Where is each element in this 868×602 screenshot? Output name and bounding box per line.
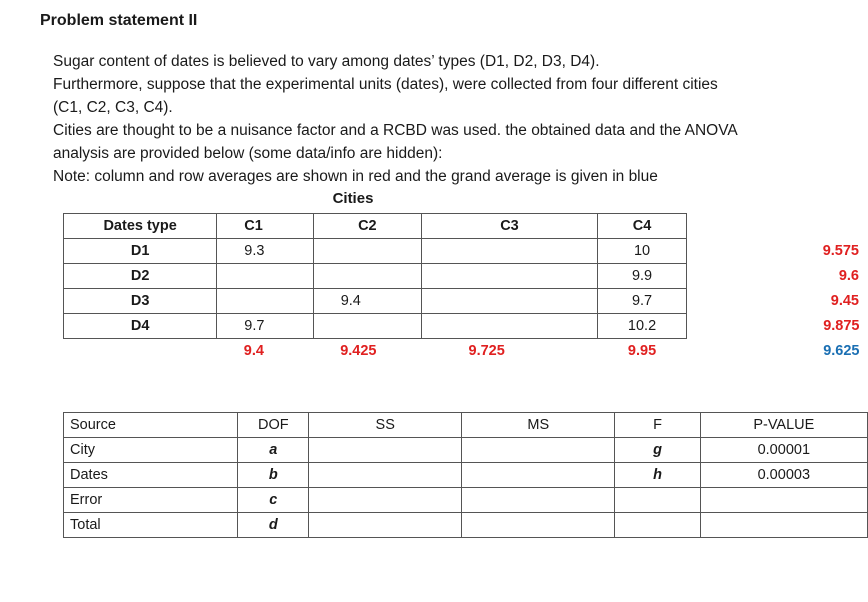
dof-value: a	[238, 438, 309, 463]
row-average: 9.6	[838, 268, 859, 284]
table-cell: 9.4	[313, 289, 421, 314]
table-row	[64, 289, 868, 314]
p-value: 0.00001	[700, 438, 867, 463]
f-value	[615, 488, 700, 513]
column-average: 9.425	[340, 343, 377, 359]
description-line: Cities are thought to be a nuisance factor and a RCBD was used. the obtained data and the ANOVA	[53, 122, 738, 139]
table-cell	[422, 314, 598, 339]
source-header: Source	[64, 413, 238, 438]
anova-row	[64, 513, 868, 538]
anova-table	[63, 412, 868, 538]
table-cell: 10.2	[597, 314, 686, 339]
cities-group-header: Cities	[332, 190, 374, 207]
row-label: D4	[64, 314, 217, 339]
table-row	[64, 314, 868, 339]
source-label: City	[64, 438, 238, 463]
column-averages-row	[64, 339, 868, 364]
table-cell: 9.7	[597, 289, 686, 314]
row-label: D1	[64, 239, 217, 264]
table-cell	[422, 289, 598, 314]
table-cell	[313, 239, 421, 264]
table-cell	[313, 264, 421, 289]
note-line: Note: column and row averages are shown in red and the grand average is given in blue	[53, 168, 658, 185]
f-value: h	[615, 463, 700, 488]
dof-value: d	[238, 513, 309, 538]
dof-header: DOF	[238, 413, 309, 438]
p-value	[700, 513, 867, 538]
problem-description	[53, 50, 853, 188]
p-value-header: P-VALUE	[700, 413, 867, 438]
table-cell	[422, 239, 598, 264]
source-label: Error	[64, 488, 238, 513]
table-cell	[217, 289, 313, 314]
p-value: 0.00003	[700, 463, 867, 488]
anova-header-row	[64, 413, 868, 438]
column-header-c3: C3	[422, 214, 598, 239]
ss-header: SS	[309, 413, 462, 438]
f-value	[615, 513, 700, 538]
p-value	[700, 488, 867, 513]
sugar-content-table	[63, 213, 868, 363]
table-cell	[217, 264, 313, 289]
ss-value	[309, 513, 462, 538]
row-label: D3	[64, 289, 217, 314]
f-value: g	[615, 438, 700, 463]
row-average: 9.45	[830, 293, 859, 309]
ss-value	[309, 488, 462, 513]
row-label: D2	[64, 264, 217, 289]
column-header-c2: C2	[313, 214, 421, 239]
source-label: Total	[64, 513, 238, 538]
anova-row	[64, 463, 868, 488]
description-line: Furthermore, suppose that the experimental units (dates), were collected from four different cities	[53, 76, 718, 93]
table-cell: 9.7	[217, 314, 313, 339]
problem-title: Problem statement II	[40, 12, 198, 29]
column-average: 9.4	[243, 343, 264, 359]
ss-value	[309, 438, 462, 463]
dof-value: b	[238, 463, 309, 488]
ss-value	[309, 463, 462, 488]
description-line: (C1, C2, C3, C4).	[53, 99, 173, 116]
row-average: 9.875	[823, 318, 860, 334]
description-line: analysis are provided below (some data/info are hidden):	[53, 145, 443, 162]
description-line: Sugar content of dates is believed to vary among dates’ types (D1, D2, D3, D4).	[53, 53, 600, 70]
ms-value	[462, 513, 615, 538]
table-cell	[422, 264, 598, 289]
table-cell: 9.3	[217, 239, 313, 264]
table-cell	[313, 314, 421, 339]
dof-value: c	[238, 488, 309, 513]
row-average: 9.575	[822, 243, 859, 259]
table-row	[64, 239, 868, 264]
anova-row	[64, 438, 868, 463]
column-header-c1: C1	[217, 214, 313, 239]
ms-header: MS	[462, 413, 615, 438]
grand-average: 9.625	[823, 342, 860, 359]
ms-value	[462, 438, 615, 463]
table-row	[64, 264, 868, 289]
anova-row	[64, 488, 868, 513]
dates-type-header: Dates type	[64, 214, 217, 239]
column-header-c4: C4	[597, 214, 686, 239]
ms-value	[462, 463, 615, 488]
ms-value	[462, 488, 615, 513]
table-cell: 9.9	[597, 264, 686, 289]
f-header: F	[615, 413, 700, 438]
source-label: Dates	[64, 463, 238, 488]
table-cell: 10	[597, 239, 686, 264]
column-average: 9.725	[468, 343, 505, 359]
table-header-row	[64, 214, 868, 239]
column-average: 9.95	[627, 343, 657, 359]
